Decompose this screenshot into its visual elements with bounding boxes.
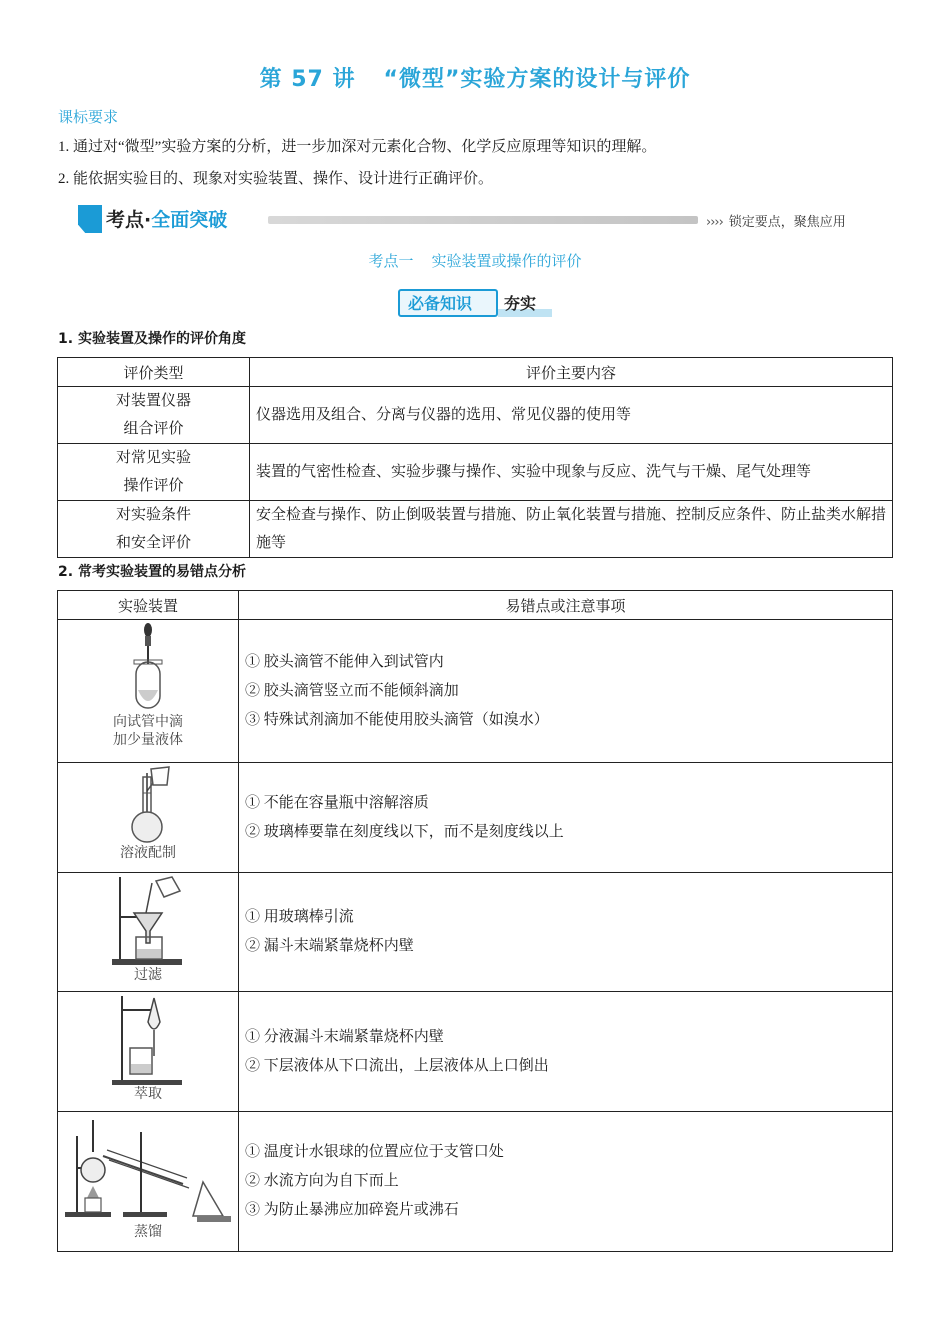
notes-cell — [239, 620, 893, 763]
notes-cell — [239, 992, 893, 1112]
page-title — [0, 62, 950, 93]
distillation-icon — [63, 1112, 233, 1224]
banner-right-text: 锁定要点，聚焦应用 — [728, 215, 846, 230]
note-item: ① 不能在容量瓶中溶解溶质 — [245, 794, 429, 811]
apparatus-cell — [58, 620, 239, 763]
section-banner — [78, 203, 878, 239]
lecture-topic: “微型”实验方案的设计与评价 — [383, 67, 691, 92]
apparatus-caption: 蒸馏 — [134, 1225, 162, 1240]
apparatus-caption: 萃取 — [134, 1087, 162, 1102]
eval-type-line: 组合评价 — [123, 421, 184, 437]
eval-content-cell: 装置的气密性检查、实验步骤与操作、实验中现象与反应、洗气与干燥、尾气处理等 — [250, 444, 893, 501]
requirement-item-1: 1. 通过对“微型”实验方案的分析，进一步加深对元素化合物、化学反应原理等知识的理解。 — [58, 139, 657, 155]
filtration-icon — [108, 873, 188, 967]
table-row — [58, 763, 893, 873]
table-row — [58, 444, 893, 501]
lecture-number: 第 57 讲 — [259, 67, 356, 92]
eval-type-line: 操作评价 — [123, 478, 184, 494]
apparatus-cell — [58, 1112, 239, 1252]
eval-type-line: 对常见实验 — [115, 450, 191, 466]
eval-content-cell: 安全检查与操作、防止倒吸装置与措施、防止氧化装置与措施、控制反应条件、防止盐类水解措施等 — [250, 501, 893, 558]
table-row — [58, 992, 893, 1112]
note-item: ③ 为防止暴沸应加碎瓷片或沸石 — [245, 1202, 459, 1218]
section-heading — [0, 250, 950, 271]
table1-heading-num: 1 — [58, 331, 68, 347]
table-header-row — [58, 591, 893, 620]
table-header-cell: 评价类型 — [58, 358, 250, 387]
eval-type-cell — [58, 444, 250, 501]
apparatus-cell — [58, 763, 239, 873]
apparatus-caption: 加少量液体 — [113, 733, 183, 748]
notes-cell — [239, 1112, 893, 1252]
knowledge-part1: 必备知识 — [408, 294, 473, 313]
banner-tag — [78, 203, 268, 237]
apparatus-cell — [58, 992, 239, 1112]
knowledge-badge — [398, 287, 554, 319]
apparatus-caption: 溶液配制 — [120, 846, 176, 861]
knowledge-part2: 夯实 — [504, 294, 537, 313]
banner-tag-text — [106, 205, 227, 232]
table-header-cell: 实验装置 — [58, 591, 239, 620]
note-item: ① 用玻璃棒引流 — [245, 909, 354, 925]
note-item: ② 玻璃棒要靠在刻度线以下，而不是刻度线以上 — [245, 823, 564, 840]
table2-heading — [58, 561, 246, 581]
eval-type-cell — [58, 501, 250, 558]
evaluation-table — [57, 357, 893, 558]
volumetric-flask-icon — [113, 763, 183, 845]
table-row — [58, 501, 893, 558]
note-item: ② 漏斗末端紧靠烧杯内壁 — [245, 938, 414, 954]
apparatus-table — [57, 590, 893, 1252]
note-item: ③ 特殊试剂滴加不能使用胶头滴管（如溴水） — [245, 711, 549, 728]
banner-arrows-icon: ›››› — [706, 215, 723, 230]
requirement-item-2: 2. 能依据实验目的、现象对实验装置、操作、设计进行正确评价。 — [58, 171, 494, 187]
requirements-label: 课标要求 — [58, 108, 119, 126]
table-header-cell: 评价主要内容 — [250, 358, 893, 387]
table-header-cell: 易错点或注意事项 — [239, 591, 893, 620]
eval-type-line: 对装置仪器 — [115, 393, 191, 409]
notes-cell — [239, 873, 893, 992]
apparatus-cell — [58, 873, 239, 992]
banner-tag-part1: 考点· — [106, 209, 152, 231]
table1-heading — [58, 328, 246, 348]
table-row — [58, 620, 893, 763]
banner-right — [706, 211, 846, 230]
table2-heading-num: 2 — [58, 564, 68, 580]
banner-corner-icon — [78, 205, 102, 233]
apparatus-caption: 过滤 — [134, 968, 162, 983]
note-item: ② 下层液体从下口流出，上层液体从上口倒出 — [245, 1057, 549, 1074]
section-label: 考点一 — [368, 252, 414, 270]
table-row — [58, 1112, 893, 1252]
eval-type-cell — [58, 387, 250, 444]
eval-type-line: 和安全评价 — [115, 535, 191, 551]
apparatus-caption: 向试管中滴 — [113, 715, 183, 730]
table-row — [58, 873, 893, 992]
banner-bar — [268, 216, 698, 224]
section-title: 实验装置或操作的评价 — [431, 252, 582, 270]
dropper-test-tube-icon — [118, 620, 178, 714]
table-header-row — [58, 358, 893, 387]
notes-cell — [239, 763, 893, 873]
table2-heading-text: . 常考实验装置的易错点分析 — [67, 564, 246, 580]
eval-content-cell: 仪器选用及组合、分离与仪器的选用、常见仪器的使用等 — [250, 387, 893, 444]
separatory-funnel-icon — [108, 992, 188, 1086]
note-item: ① 温度计水银球的位置应位于支管口处 — [245, 1144, 504, 1160]
table1-heading-text: . 实验装置及操作的评价角度 — [67, 331, 246, 347]
banner-tag-part2: 全面突破 — [151, 209, 228, 231]
table-row — [58, 387, 893, 444]
note-item: ① 分液漏斗末端紧靠烧杯内壁 — [245, 1028, 444, 1045]
note-item: ② 胶头滴管竖立而不能倾斜滴加 — [245, 682, 459, 699]
note-item: ① 胶头滴管不能伸入到试管内 — [245, 653, 444, 670]
note-item: ② 水流方向为自下而上 — [245, 1173, 399, 1189]
eval-type-line: 对实验条件 — [115, 507, 191, 523]
